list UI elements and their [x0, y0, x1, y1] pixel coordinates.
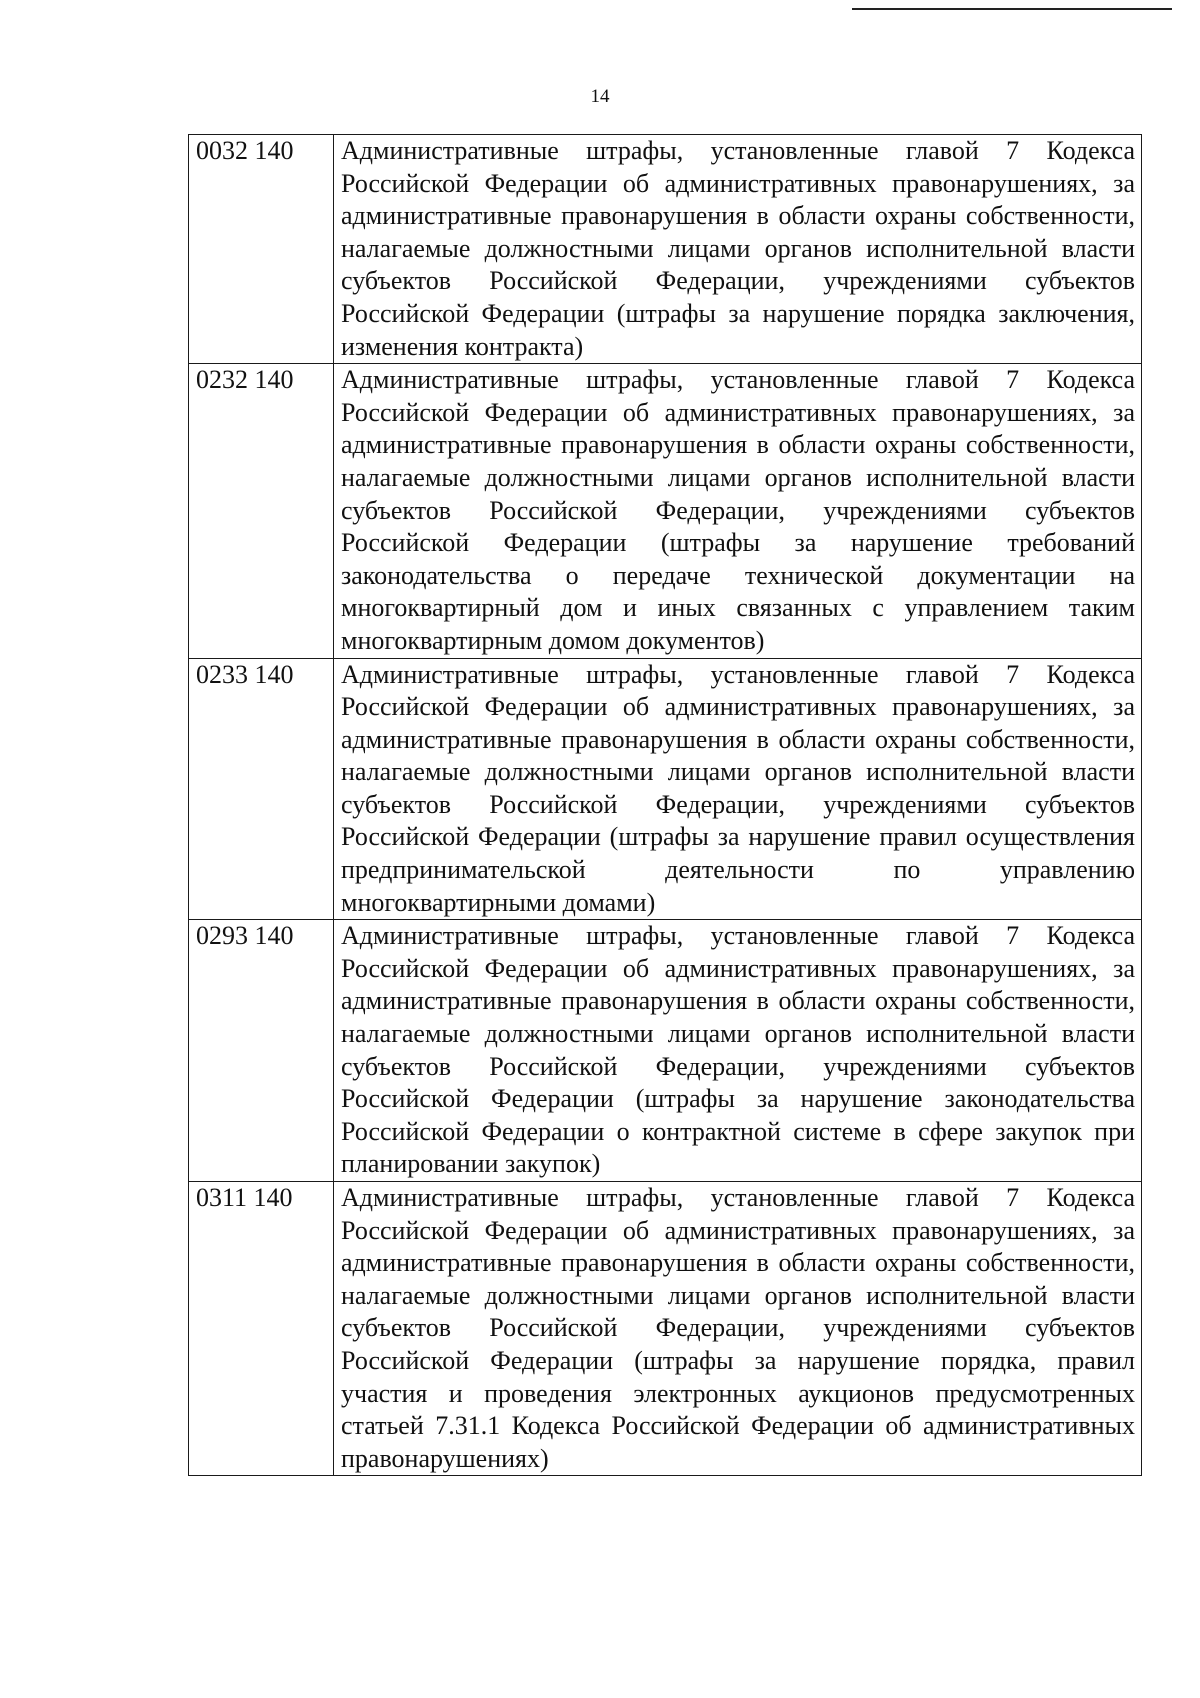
row-description: Административные штрафы, установленные главой 7 Кодекса Российской Федерации об административных правонарушениях, за административные правонарушения в области охраны собственности, налагаемые должностными лицами органов исполнительной власти субъектов Российской Федерации, учреждениями субъектов Российской Федерации (штрафы за нарушение законодательства Российской Федерации о контрактной системе в сфере закупок при планировании закупок) — [334, 920, 1142, 1182]
page-number: 14 — [590, 86, 610, 107]
row-description: Административные штрафы, установленные главой 7 Кодекса Российской Федерации об административных правонарушениях, за административные правонарушения в области охраны собственности, налагаемые должностными лицами органов исполнительной власти субъектов Российской Федерации, учреждениями субъектов Российской Федерации (штрафы за нарушение порядка, правил участия и проведения электронных аукционов предусмотренных статьей 7.31.1 Кодекса Российской Федерации об административных правонарушениях) — [334, 1182, 1142, 1476]
row-code: 0232 140 — [189, 364, 334, 658]
top-rule — [852, 8, 1172, 10]
row-code: 0311 140 — [189, 1182, 334, 1476]
table-row — [189, 1182, 1142, 1476]
table-row — [189, 135, 1142, 364]
table-row — [189, 920, 1142, 1182]
row-description: Административные штрафы, установленные главой 7 Кодекса Российской Федерации об административных правонарушениях, за административные правонарушения в области охраны собственности, налагаемые должностными лицами органов исполнительной власти субъектов Российской Федерации, учреждениями субъектов Российской Федерации (штрафы за нарушение требований законодательства о передаче технической документации на многоквартирный дом и иных связанных с управлением таким многоквартирным домом документов) — [334, 364, 1142, 658]
row-description: Административные штрафы, установленные главой 7 Кодекса Российской Федерации об административных правонарушениях, за административные правонарушения в области охраны собственности, налагаемые должностными лицами органов исполнительной власти субъектов Российской Федерации, учреждениями субъектов Российской Федерации (штрафы за нарушение правил осуществления предпринимательской деятельности по управлению многоквартирными домами) — [334, 658, 1142, 920]
row-code: 0293 140 — [189, 920, 334, 1182]
row-code: 0233 140 — [189, 658, 334, 920]
row-code: 0032 140 — [189, 135, 334, 364]
budget-codes-table — [188, 134, 1142, 1476]
table-row — [189, 364, 1142, 658]
row-description: Административные штрафы, установленные главой 7 Кодекса Российской Федерации об административных правонарушениях, за административные правонарушения в области охраны собственности, налагаемые должностными лицами органов исполнительной власти субъектов Российской Федерации, учреждениями субъектов Российской Федерации (штрафы за нарушение порядка заключения, изменения контракта) — [334, 135, 1142, 364]
table-row — [189, 658, 1142, 920]
